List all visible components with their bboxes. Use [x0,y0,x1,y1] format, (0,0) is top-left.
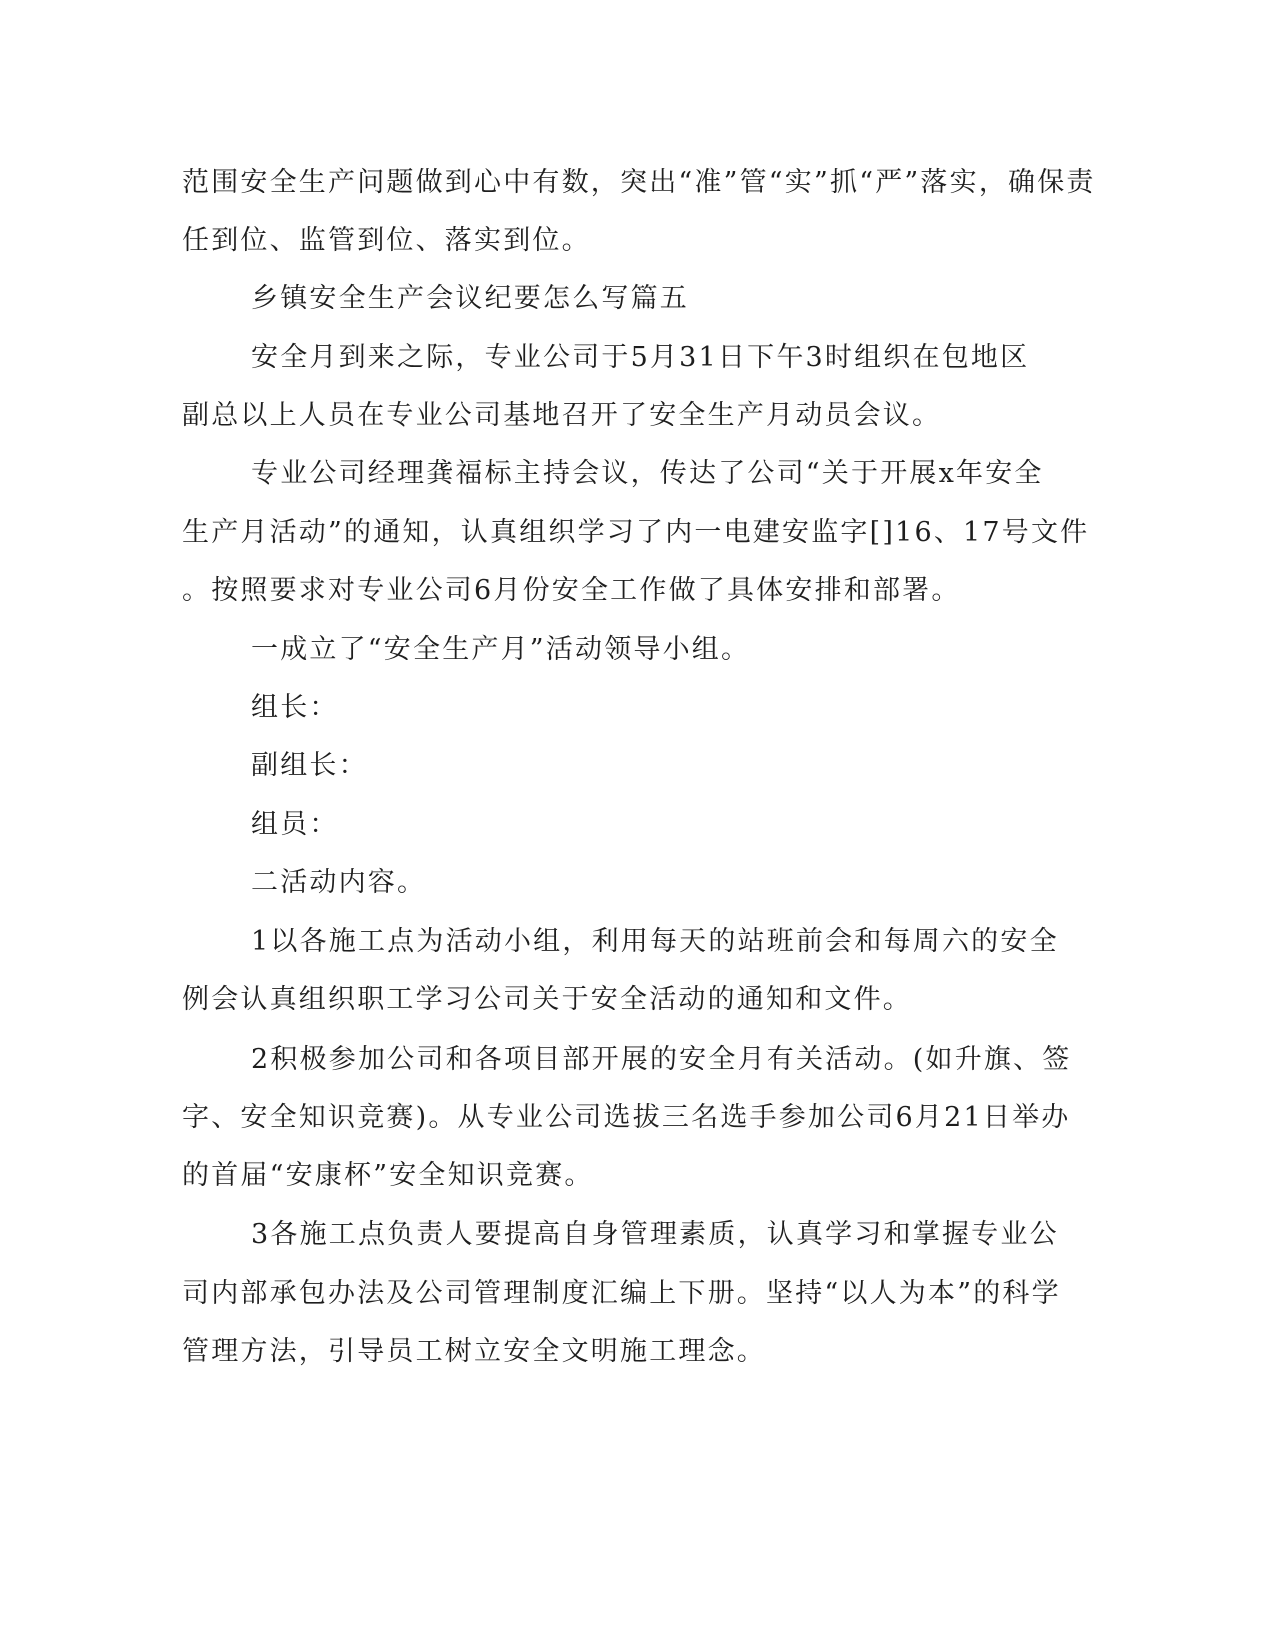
text-line: 的首届“安康杯”安全知识竞赛。 [182,1160,594,1191]
text-line: 2积极参加公司和各项目部开展的安全月有关活动。(如升旗、签 [251,1044,1072,1075]
text-line: 组长： [251,692,339,723]
text-line: 司内部承包办法及公司管理制度汇编上下册。坚持“以人为本”的科学 [182,1278,1061,1309]
text-line: 组员： [251,809,339,840]
section-heading: 乡镇安全生产会议纪要怎么写篇五 [251,283,689,314]
text-line: 。按照要求对专业公司6月份安全工作做了具体安排和部署。 [182,575,961,606]
text-line: 副组长： [251,750,368,781]
text-line: 副总以上人员在专业公司基地召开了安全生产月动员会议。 [182,400,942,431]
text-line: 二活动内容。 [251,867,427,898]
text-line: 3各施工点负责人要提高自身管理素质，认真学习和掌握专业公 [251,1219,1059,1250]
text-line: 生产月活动”的通知，认真组织学习了内一电建安监字[]16、17号文件 [182,517,1090,548]
text-line: 1以各施工点为活动小组，利用每天的站班前会和每周六的安全 [251,926,1059,957]
text-line: 字、安全知识竞赛)。从专业公司选拔三名选手参加公司6月21日举办 [182,1102,1071,1133]
text-line: 例会认真组织职工学习公司关于安全活动的通知和文件。 [182,984,912,1015]
text-line: 一成立了“安全生产月”活动领导小组。 [251,634,751,665]
text-line: 安全月到来之际，专业公司于5月31日下午3时组织在包地区 [251,342,1030,373]
text-line: 管理方法，引导员工树立安全文明施工理念。 [182,1336,766,1367]
text-line: 范围安全生产问题做到心中有数，突出“准”管“实”抓“严”落实，确保责 [182,167,1096,198]
text-line: 任到位、监管到位、落实到位。 [182,225,591,256]
text-line: 专业公司经理龚福标主持会议，传达了公司“关于开展x年安全 [251,458,1044,489]
